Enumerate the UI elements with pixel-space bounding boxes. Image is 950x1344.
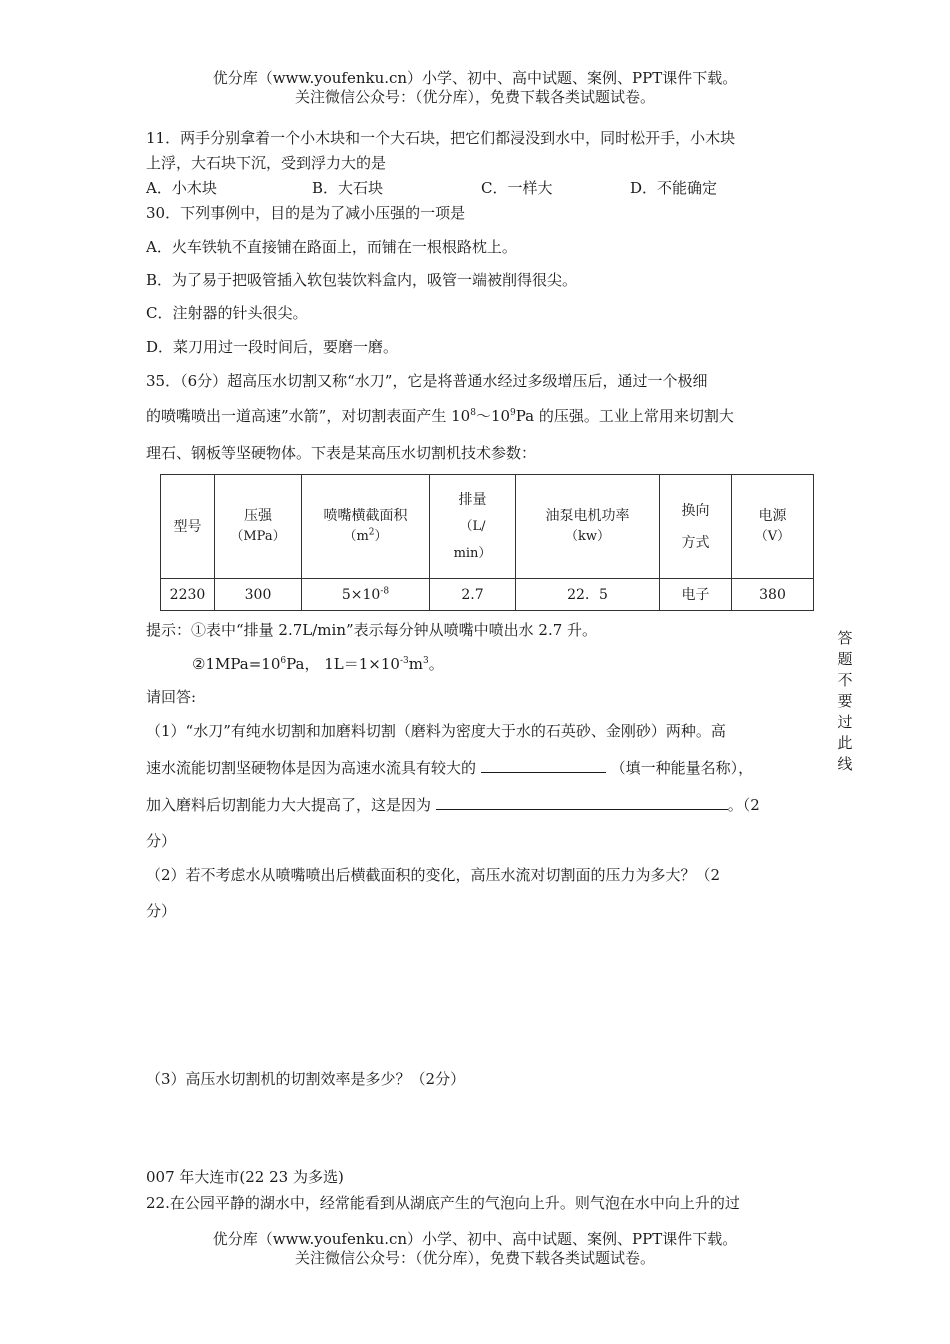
part3: （3）高压水切割机的切割效率是多少？（2分） bbox=[146, 1070, 466, 1088]
part1-line4: 分） bbox=[146, 832, 177, 850]
part2-line1: （2）若不考虑水从喷嘴喷出后横截面积的变化，高压水流对切割面的压力为多大？（2 bbox=[146, 866, 721, 884]
q30-option-a: A．火车铁轨不直接铺在路面上，而铺在一根根路枕上。 bbox=[146, 238, 517, 256]
td-switch-mode: 电子 bbox=[660, 579, 732, 611]
td-flow: 2.7 bbox=[430, 579, 516, 611]
dalian-q22: 22.在公园平静的湖水中，经常能看到从湖底产生的气泡向上升。则气泡在水中向上升的过 bbox=[146, 1194, 740, 1212]
spec-table-header-row bbox=[161, 475, 814, 579]
th-power-supply: 电源 （V） bbox=[732, 475, 814, 579]
page-footer-line2: 关注微信公众号：（优分库），免费下载各类试题试卷。 bbox=[294, 1249, 655, 1267]
td-model: 2230 bbox=[161, 579, 215, 611]
th-switch-mode: 换向 方式 bbox=[660, 475, 732, 579]
th-nozzle-area: 喷嘴横截面积 $(m^2)$ bbox=[302, 475, 430, 579]
td-nozzle-area: $5\times 10^{-8}$ bbox=[302, 579, 430, 611]
q30-option-d: D．菜刀用过一段时间后，要磨一磨。 bbox=[146, 338, 399, 356]
q30-option-b: B．为了易于把吸管插入软包装饮料盒内，吸管一端被削得很尖。 bbox=[146, 271, 578, 289]
page-header-line1: 优分库（www.youfenku.cn）小学、初中、高中试题、案例、PPT课件下载。 bbox=[212, 69, 738, 87]
q11-option-b: B．大石块 bbox=[312, 179, 384, 197]
q11-option-d: D．不能确定 bbox=[630, 179, 718, 197]
q11-line2: 上浮，大石块下沉，受到浮力大的是 bbox=[146, 154, 387, 172]
q35-line2: 的喷嘴喷出一道高速”水箭”，对切割表面产生 $10^8\sim 10^9Pa$ 的压强。工业上常用来切割大 bbox=[146, 407, 734, 425]
part2-line2: 分） bbox=[146, 902, 177, 920]
hint-line2: $②1MPa=10^6Pa$， $1L=1\times 10^{-3}m^3$。 bbox=[192, 655, 444, 673]
th-motor-power: 油泵电机功率 （kw） bbox=[516, 475, 660, 579]
q30-stem: 30．下列事例中，目的是为了减小压强的一项是 bbox=[146, 204, 466, 222]
th-flow: 排量 （L/ min） bbox=[430, 475, 516, 579]
td-motor-power: 22．5 bbox=[516, 579, 660, 611]
spec-table bbox=[160, 474, 814, 611]
th-model: 型号 bbox=[161, 475, 215, 579]
td-pressure: 300 bbox=[215, 579, 302, 611]
answer-prompt: 请回答: bbox=[146, 688, 197, 706]
th-pressure: 压强 （MPa） bbox=[215, 475, 302, 579]
page-header-line2: 关注微信公众号：（优分库），免费下载各类试题试卷。 bbox=[294, 88, 655, 106]
part1-line2: 速水流能切割坚硬物体是因为高速水流具有较大的 （填一种能量名称）， bbox=[146, 759, 754, 777]
spec-table-data-row bbox=[161, 579, 814, 611]
q11-line1: 11．两手分别拿着一个小木块和一个大石块，把它们都浸没到水中，同时松开手，小木块 bbox=[146, 129, 736, 147]
q11-option-a: A．小木块 bbox=[146, 179, 217, 197]
q11-option-c: C．一样大 bbox=[481, 179, 553, 197]
q30-option-c: C．注射器的针头很尖。 bbox=[146, 304, 308, 322]
td-power-supply: 380 bbox=[732, 579, 814, 611]
energy-answer-blank[interactable] bbox=[481, 758, 606, 773]
dalian-section-title: 007 年大连市(22 23 为多选) bbox=[146, 1168, 344, 1186]
reason-answer-blank[interactable] bbox=[436, 795, 728, 810]
part1-line1: （1）“水刀”有纯水切割和加磨料切割（磨料为密度大于水的石英砂、金刚砂）两种。高 bbox=[146, 722, 726, 740]
part1-line3: 加入磨料后切割能力大大提高了，这是因为 。（2 bbox=[146, 796, 760, 814]
binding-line-note: 答题不要过此线 bbox=[837, 629, 853, 773]
hint-line1: 提示：①表中“排量 2.7L/min”表示每分钟从喷嘴中喷出水 2.7 升。 bbox=[146, 621, 598, 639]
q35-line1: 35．（6分）超高压水切割又称“水刀”，它是将普通水经过多级增压后，通过一个极细 bbox=[146, 372, 708, 390]
page-footer-line1: 优分库（www.youfenku.cn）小学、初中、高中试题、案例、PPT课件下载。 bbox=[212, 1230, 738, 1248]
q35-line3: 理石、钢板等坚硬物体。下表是某高压水切割机技术参数： bbox=[146, 444, 537, 462]
